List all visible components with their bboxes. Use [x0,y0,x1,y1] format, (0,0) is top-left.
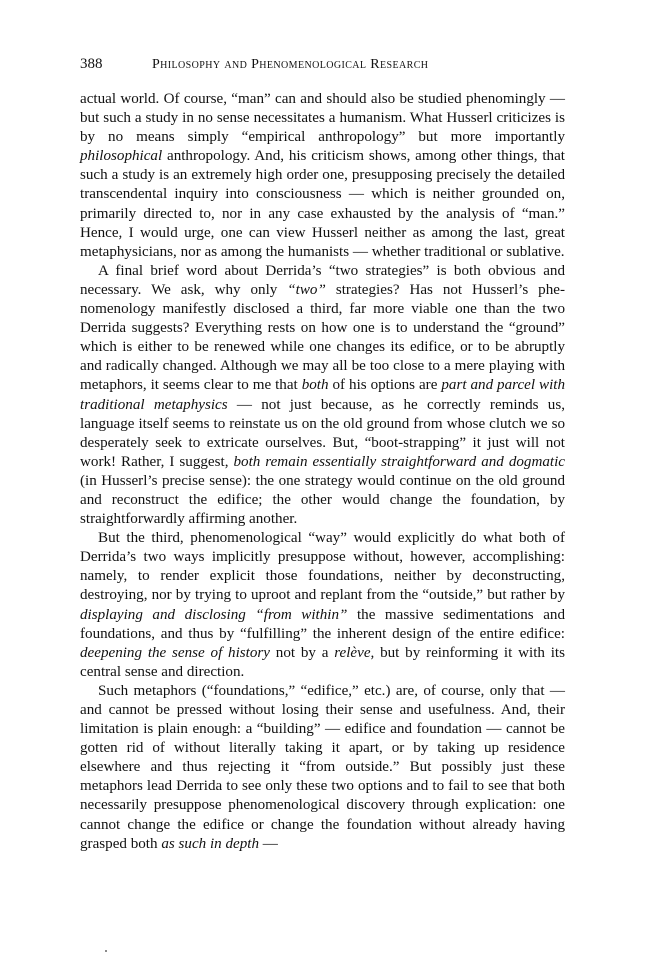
text-run: of his options are [328,377,442,394]
italic-run: both remain essentially straightforward and dogmatic [233,453,565,470]
italic-run: “two” [287,281,326,298]
text-run: not by a [269,644,335,661]
paragraph-1 [80,90,565,262]
italic-run: relève, [334,644,375,661]
italic-run: deepening the sense of history [80,644,270,661]
italic-run: part and parcel with traditional metaphysics [80,377,566,413]
text-run: But the third, phenomenological “way” would explicitly do what both of Derrida’s two ways implicitly presuppose without, however, accomplishing: namely, to render explicit those foundations, neither by deconstructing, destroying, nor by trying to uproot and replant from the “outside,” but rather by [80,530,565,604]
text-run: A final brief word about Derrida’s “two strategies” is both obvious and necessary. We ask, why only [80,262,565,298]
text-run: strategies? Has not Husserl’s phenomenology manifestly disclosed a third, far more viable one than the two Derrida suggests? Everything rests on how one is to understand the “ground” which is either to be renewed while one changes its edifice, or to be abruptly and radically changed. Although we may all be too close to a mere playing with metaphors, it seems clear to me that [80,281,565,394]
paragraph-2 [80,262,565,529]
text-run: Such metaphors (“foundations,” “edifice,” etc.) are, of course, only that — and cannot be pressed without losing their sense and usefulness. And, their limitation is plain enough: a “building” — edifice and foundation — cannot be gotten rid of without literally taking it apart, or by taking up residence elsewhere and thus rejecting it “from outside.” But possibly just these metaphors lead Derrida to see only these two options and to fail to see that both necessarily presuppose phenomenological discovery through explication: one cannot change the edifice or change the foundation without already having grasped both [80,682,565,852]
text-run: but by reinforming it with its central sense and direction. [80,644,565,680]
italic-run: both [301,377,329,394]
italic-run: philosophical [80,148,163,165]
text-run: the massive sedimentations and foundations, and thus by “fulfilling” the inherent design of the entire edifice: [80,606,565,642]
page-speck [105,950,107,952]
paragraph-4 [80,682,565,854]
text-run: — [259,835,278,852]
body-text [80,90,565,854]
text-run: anthropology. And, his criticism shows, among other things, that such a study is an extremely high order one, presupposing precisely the detailed transcendental inquiry into consciousness — which is neither grounded on, primarily directed to, nor in any case exhausted by the analysis of “man.” Hence, I would urge, one can view Husserl neither as among the last, great metaphysicians, nor as among the humanists — whether traditional or sublative. [80,148,565,260]
paragraph-3 [80,529,565,682]
journal-title: Philosophy and Phenomenological Research [152,57,429,72]
running-head [80,56,565,78]
italic-run: displaying and disclosing “from within” [80,606,348,623]
text-run: — not just because, as he correctly reminds us, language itself seems to reinstate us on the old ground from whose clutch we so desperately seek to extricate ourselves. But, “boot-strapping” it just will not work! Rather, I suggest, [80,396,566,470]
page-number: 388 [80,56,103,72]
italic-run: as such in depth [161,835,260,852]
book-page [80,56,565,854]
text-run: actual world. Of course, “man” can and should also be studied phenomingly — but such a study in no sense necessitates a humanism. What Husserl criticizes is by no means simply “empirical anthropology” but more importantly [80,91,565,146]
text-run: (in Husserl’s precise sense): the one strategy would continue on the old ground and reconstruct the edifice; the other would change the foundation, by straightforwardly affirming another. [80,472,565,528]
